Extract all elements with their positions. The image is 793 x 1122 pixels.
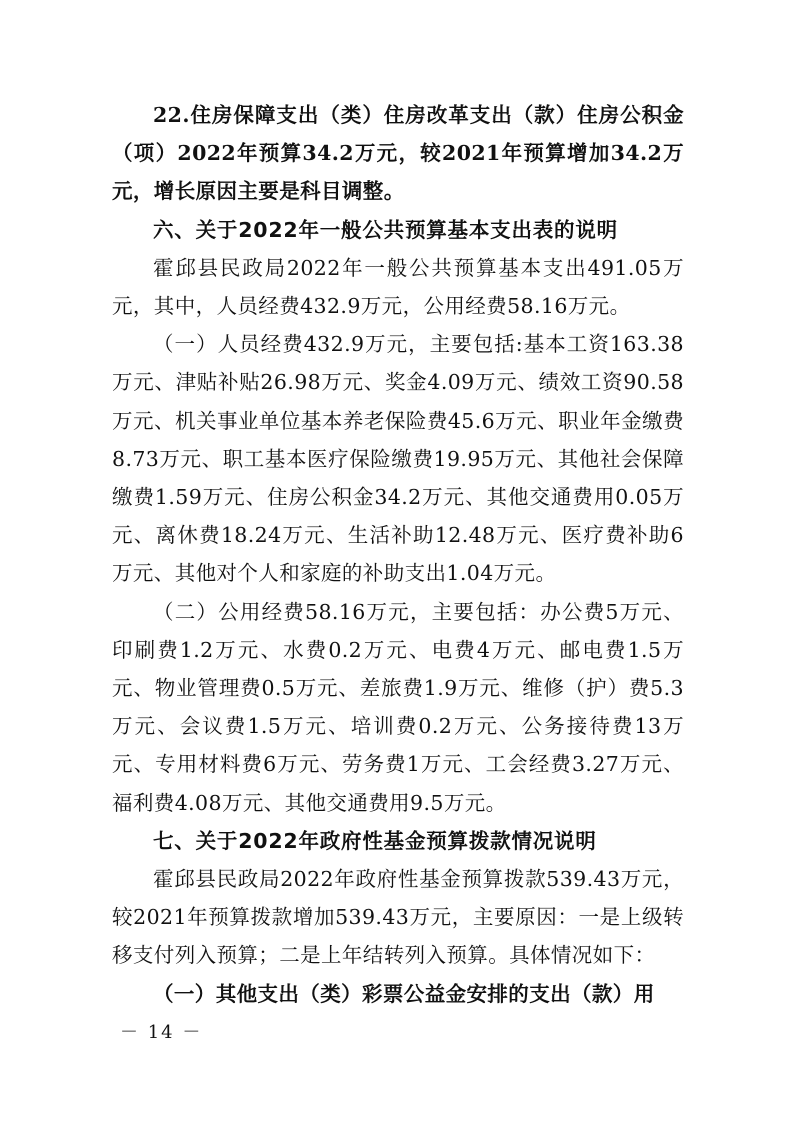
page-number: － 14 － xyxy=(120,1022,203,1043)
paragraph-housing-expenditure: 22.住房保障支出（类）住房改革支出（款）住房公积金（项）2022年预算34.2万元，较2021年预算增加34.2万元，增长原因主要是科目调整。 xyxy=(112,103,684,204)
paragraph-basic-expenditure-summary: 霍邱县民政局2022年一般公共预算基本支出491.05万元，其中，人员经费432.9万元，公用经费58.16万元。 xyxy=(112,255,684,319)
paragraph-government-fund: 霍邱县民政局2022年政府性基金预算拨款539.43万元，较2021年预算拨款增加539.43万元，主要原因：一是上级转移支付列入预算；二是上年结转列入预算。具体情况如下： xyxy=(112,867,684,968)
paragraph-personnel-costs: （一）人员经费432.9万元，主要包括:基本工资163.38万元、津贴补贴26.98万元、奖金4.09万元、绩效工资90.58万元、机关事业单位基本养老保险费45.6万元、职业年金缴费8.73万元、职工基本医疗保险缴费19.95万元、其他社会保障缴费1.59万元、住房公积金34.2万元、其他交通费用0.05万元、离休费18.24万元、生活补助12.48万元、医疗费补助6万元、其他对个人和家庭的补助支出1.04万元。 xyxy=(112,332,684,586)
paragraph-lottery-fund: （一）其他支出（类）彩票公益金安排的支出（款）用 xyxy=(153,981,655,1006)
paragraph-public-costs: （二）公用经费58.16万元，主要包括：办公费5万元、印刷费1.2万元、水费0.2万元、电费4万元、邮电费1.5万元、物业管理费0.5万元、差旅费1.9万元、维修（护）费5.3万元、会议费1.5万元、培训费0.2万元、公务接待费13万元、专用材料费6万元、劳务费1万元、工会经费3.27万元、福利费4.08万元、其他交通费用9.5万元。 xyxy=(112,599,684,815)
section-heading-six: 六、关于2022年一般公共预算基本支出表的说明 xyxy=(153,217,618,242)
document-body xyxy=(112,96,684,1013)
section-heading-seven: 七、关于2022年政府性基金预算拨款情况说明 xyxy=(153,828,597,853)
